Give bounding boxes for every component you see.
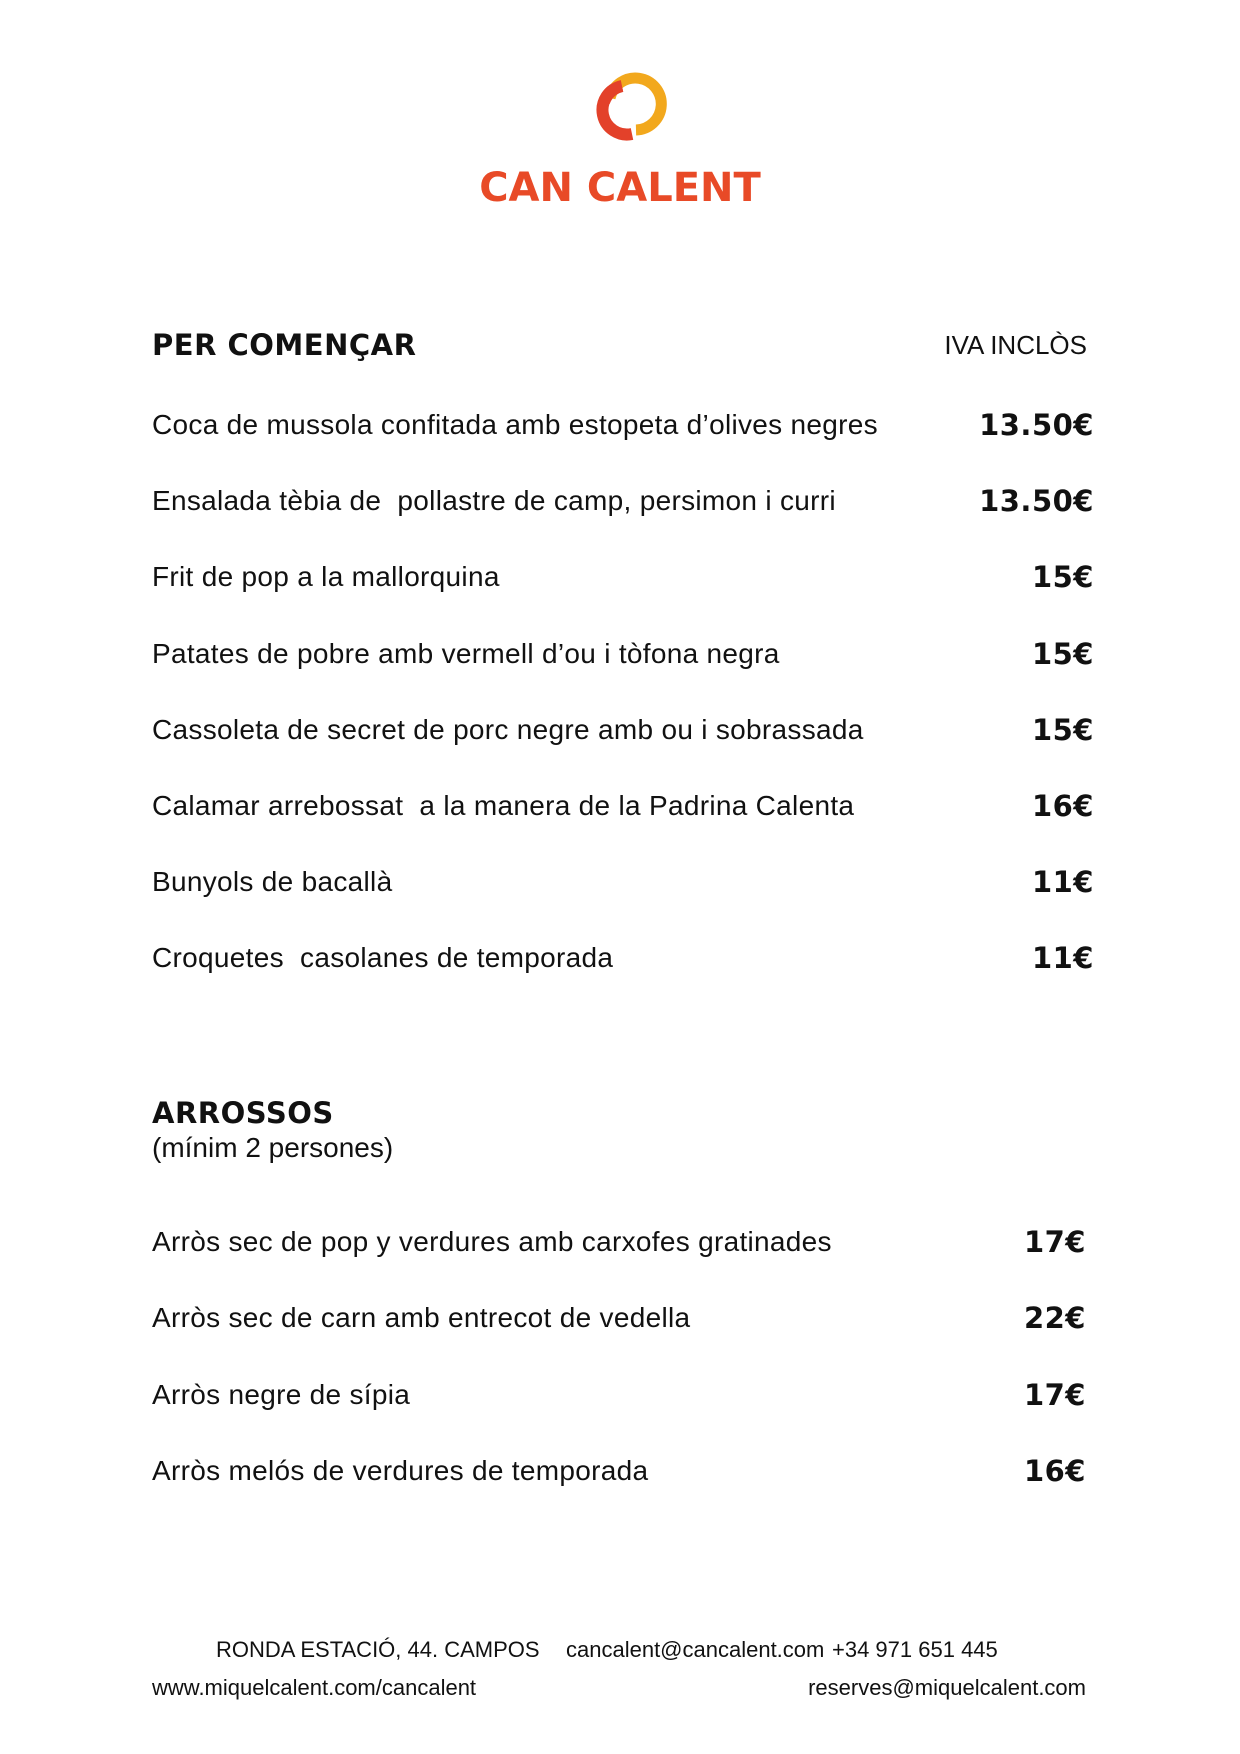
menu-item-price: 15€ xyxy=(1031,713,1094,747)
menu-item xyxy=(152,862,1094,902)
menu-item-price: 15€ xyxy=(1031,560,1094,594)
menu-item-name: Bunyols de bacallà xyxy=(152,866,393,897)
menu-item-price: 11€ xyxy=(1031,941,1094,975)
menu-item-name: Calamar arrebossat a la manera de la Padrina Calenta xyxy=(152,790,855,821)
menu-item xyxy=(152,557,1094,597)
footer-website-link[interactable]: www.miquelcalent.com/cancalent xyxy=(152,1675,477,1700)
menu-item-price: 16€ xyxy=(1031,789,1094,823)
menu-item-name: Arròs negre de sípia xyxy=(152,1379,411,1410)
menu-item-price: 17€ xyxy=(1023,1378,1086,1412)
menu-item-name: Ensalada tèbia de pollastre de camp, persimon i curri xyxy=(152,485,836,516)
menu-item-name: Frit de pop a la mallorquina xyxy=(152,561,500,592)
footer-email-link[interactable]: cancalent@cancalent.com xyxy=(566,1637,825,1662)
menu-item-name: Croquetes casolanes de temporada xyxy=(152,942,614,973)
menu-item xyxy=(152,786,1094,826)
menu-item-name: Patates de pobre amb vermell d’ou i tòfona negra xyxy=(152,638,780,669)
menu-item-price: 15€ xyxy=(1031,637,1094,671)
menu-item xyxy=(152,1298,1086,1338)
menu-item xyxy=(152,710,1094,750)
section-title-starters: PER COMENÇAR xyxy=(152,328,417,362)
menu-item xyxy=(152,1222,1086,1262)
menu-item xyxy=(152,1451,1086,1491)
menu-item-price: 13.50€ xyxy=(979,408,1094,442)
menu-item-name: Arròs sec de pop y verdures amb carxofes gratinades xyxy=(152,1226,832,1257)
section-title-rice: ARROSSOS xyxy=(152,1096,334,1130)
menu-item xyxy=(152,405,1094,445)
menu-item-price: 16€ xyxy=(1023,1454,1086,1488)
menu-item-price: 13.50€ xyxy=(979,484,1094,518)
menu-item xyxy=(152,634,1094,674)
footer-reservations-link[interactable]: reserves@miquelcalent.com xyxy=(808,1675,1086,1700)
footer-address: RONDA ESTACIÓ, 44. CAMPOS xyxy=(216,1637,540,1662)
vat-note: IVA INCLÒS xyxy=(944,330,1087,360)
menu-item xyxy=(152,938,1094,978)
brand-name: CAN CALENT xyxy=(479,165,761,211)
menu-item-price: 17€ xyxy=(1023,1225,1086,1259)
menu-item-name: Cassoleta de secret de porc negre amb ou i sobrassada xyxy=(152,714,864,745)
menu-item-price: 22€ xyxy=(1023,1301,1086,1335)
menu-item-price: 11€ xyxy=(1031,865,1094,899)
menu-item-name: Coca de mussola confitada amb estopeta d’olives negres xyxy=(152,409,878,440)
can-calent-logo-icon xyxy=(570,58,670,158)
menu-item-name: Arròs melós de verdures de temporada xyxy=(152,1455,649,1486)
footer-phone: +34 971 651 445 xyxy=(832,1637,998,1662)
logo xyxy=(0,58,1240,212)
menu-item-name: Arròs sec de carn amb entrecot de vedella xyxy=(152,1302,691,1333)
section-subtitle-rice: (mínim 2 persones) xyxy=(152,1132,394,1163)
menu-item xyxy=(152,481,1094,521)
menu-item xyxy=(152,1375,1086,1415)
